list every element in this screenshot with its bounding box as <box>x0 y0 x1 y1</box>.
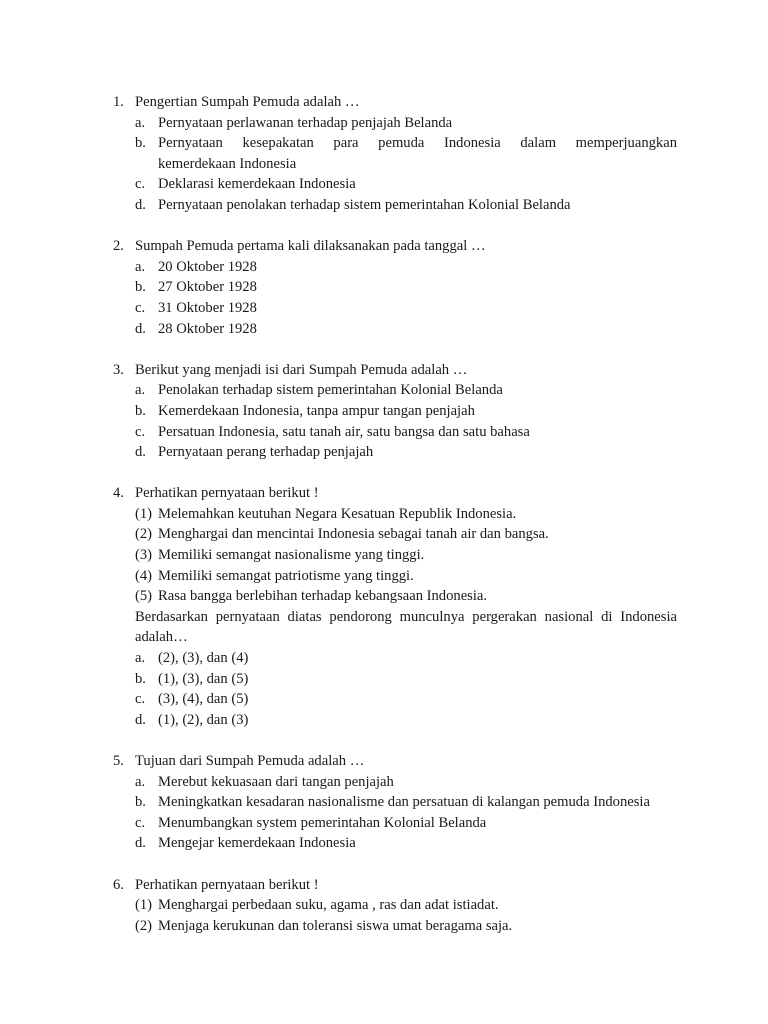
option-text: Pernyataan penolakan terhadap sistem pemerintahan Kolonial Belanda <box>158 196 571 213</box>
option-label: c. <box>135 423 146 440</box>
option-text: 31 Oktober 1928 <box>158 299 257 316</box>
option-b <box>0 277 768 298</box>
option-text: kemerdekaan Indonesia <box>158 155 297 172</box>
statement-number: (2) <box>135 526 153 543</box>
statement-3 <box>0 545 768 566</box>
prompt-text: adalah… <box>135 629 188 646</box>
statement-number: (1) <box>135 505 153 522</box>
statement-number: (4) <box>135 567 153 584</box>
option-b <box>0 401 768 422</box>
option-d <box>0 195 768 216</box>
question-prompt-continued <box>0 627 768 648</box>
question-text: Perhatikan pernyataan berikut ! <box>135 485 319 502</box>
option-label: c. <box>135 299 146 316</box>
question-number: 5. <box>113 753 124 769</box>
option-label: a. <box>135 382 146 399</box>
option-text: Penolakan terhadap sistem pemerintahan Kolonial Belanda <box>158 382 503 399</box>
option-label: d. <box>135 835 146 852</box>
option-text: Menumbangkan system pemerintahan Kolonial Belanda <box>158 814 487 831</box>
statement-text: Menghargai perbedaan suku, agama , ras dan adat istiadat. <box>158 897 499 914</box>
question-text: Tujuan dari Sumpah Pemuda adalah … <box>135 753 365 769</box>
option-label: c. <box>135 814 146 831</box>
option-b <box>0 133 768 154</box>
option-text: Pernyataan kesepakatan para pemuda Indonesia dalam memperjuangkan <box>158 135 677 152</box>
question-number: 3. <box>113 361 124 378</box>
option-b <box>0 792 768 813</box>
question-number: 1. <box>113 94 124 110</box>
option-label: a. <box>135 773 146 790</box>
statement-text: Memiliki semangat patriotisme yang tinggi. <box>158 567 414 584</box>
prompt-text: Berdasarkan pernyataan diatas pendorong munculnya pergerakan nasional di Indonesia <box>135 608 677 625</box>
option-text: (3), (4), dan (5) <box>158 691 249 708</box>
statement-text: Menghargai dan mencintai Indonesia sebagai tanah air dan bangsa. <box>158 526 549 543</box>
option-d <box>0 710 768 731</box>
statement-number: (5) <box>135 588 153 605</box>
statement-number: (1) <box>135 897 153 914</box>
question-prompt <box>0 607 768 628</box>
option-d <box>0 319 768 340</box>
option-text: (1), (2), dan (3) <box>158 711 249 728</box>
option-label: d. <box>135 320 146 337</box>
question-text: Sumpah Pemuda pertama kali dilaksanakan pada tanggal … <box>135 238 486 255</box>
statement-2 <box>0 916 768 937</box>
question-1 <box>0 92 768 216</box>
option-text: (2), (3), dan (4) <box>158 650 249 667</box>
option-c <box>0 174 768 195</box>
option-text: Persatuan Indonesia, satu tanah air, satu bangsa dan satu bahasa <box>158 423 530 440</box>
option-label: b. <box>135 670 146 687</box>
question-number: 6. <box>113 876 124 893</box>
statement-4 <box>0 566 768 587</box>
option-text: Kemerdekaan Indonesia, tanpa ampur tangan penjajah <box>158 402 475 419</box>
option-a <box>0 380 768 401</box>
option-label: b. <box>135 279 146 296</box>
option-label: b. <box>135 135 146 152</box>
statement-text: Melemahkan keutuhan Negara Kesatuan Republik Indonesia. <box>158 505 517 522</box>
statement-5 <box>0 586 768 607</box>
option-a <box>0 772 768 793</box>
option-label: b. <box>135 794 146 811</box>
option-text: Mengejar kemerdekaan Indonesia <box>158 835 356 852</box>
option-d <box>0 442 768 463</box>
option-label: d. <box>135 196 146 213</box>
question-text: Perhatikan pernyataan berikut ! <box>135 876 319 893</box>
question-4 <box>0 483 768 730</box>
statement-number: (2) <box>135 917 153 934</box>
option-c <box>0 689 768 710</box>
option-text: 20 Oktober 1928 <box>158 258 257 275</box>
option-text: 27 Oktober 1928 <box>158 279 257 296</box>
option-label: d. <box>135 711 146 728</box>
option-text: Meningkatkan kesadaran nasionalisme dan persatuan di kalangan pemuda Indonesia <box>158 794 650 811</box>
option-c <box>0 813 768 834</box>
option-label: c. <box>135 176 146 193</box>
option-text: (1), (3), dan (5) <box>158 670 249 687</box>
question-text: Berikut yang menjadi isi dari Sumpah Pemuda adalah … <box>135 361 468 378</box>
question-number: 4. <box>113 485 124 502</box>
option-c <box>0 422 768 443</box>
question-number: 2. <box>113 238 124 255</box>
statement-1 <box>0 895 768 916</box>
option-a <box>0 648 768 669</box>
option-text: Merebut kekuasaan dari tangan penjajah <box>158 773 394 790</box>
option-b <box>0 669 768 690</box>
question-3 <box>0 360 768 463</box>
option-a <box>0 113 768 134</box>
worksheet-page <box>0 92 768 957</box>
question-text: Pengertian Sumpah Pemuda adalah … <box>135 94 360 110</box>
option-text: Deklarasi kemerdekaan Indonesia <box>158 176 356 193</box>
question-2 <box>0 236 768 339</box>
option-text: 28 Oktober 1928 <box>158 320 257 337</box>
option-a <box>0 257 768 278</box>
statement-1 <box>0 504 768 525</box>
option-b-continued <box>0 154 768 175</box>
statement-number: (3) <box>135 547 153 564</box>
option-d <box>0 833 768 854</box>
question-5 <box>0 751 768 854</box>
option-label: a. <box>135 650 146 667</box>
statement-text: Rasa bangga berlebihan terhadap kebangsaan Indonesia. <box>158 588 488 605</box>
statement-text: Memiliki semangat nasionalisme yang tinggi. <box>158 547 425 564</box>
option-label: b. <box>135 402 146 419</box>
option-label: a. <box>135 114 146 131</box>
option-label: c. <box>135 691 146 708</box>
statement-text: Menjaga kerukunan dan toleransi siswa umat beragama saja. <box>158 917 513 934</box>
question-6 <box>0 875 768 937</box>
option-label: a. <box>135 258 146 275</box>
statement-2 <box>0 524 768 545</box>
option-label: d. <box>135 444 146 461</box>
option-c <box>0 298 768 319</box>
option-text: Pernyataan perlawanan terhadap penjajah Belanda <box>158 114 453 131</box>
option-text: Pernyataan perang terhadap penjajah <box>158 444 374 461</box>
